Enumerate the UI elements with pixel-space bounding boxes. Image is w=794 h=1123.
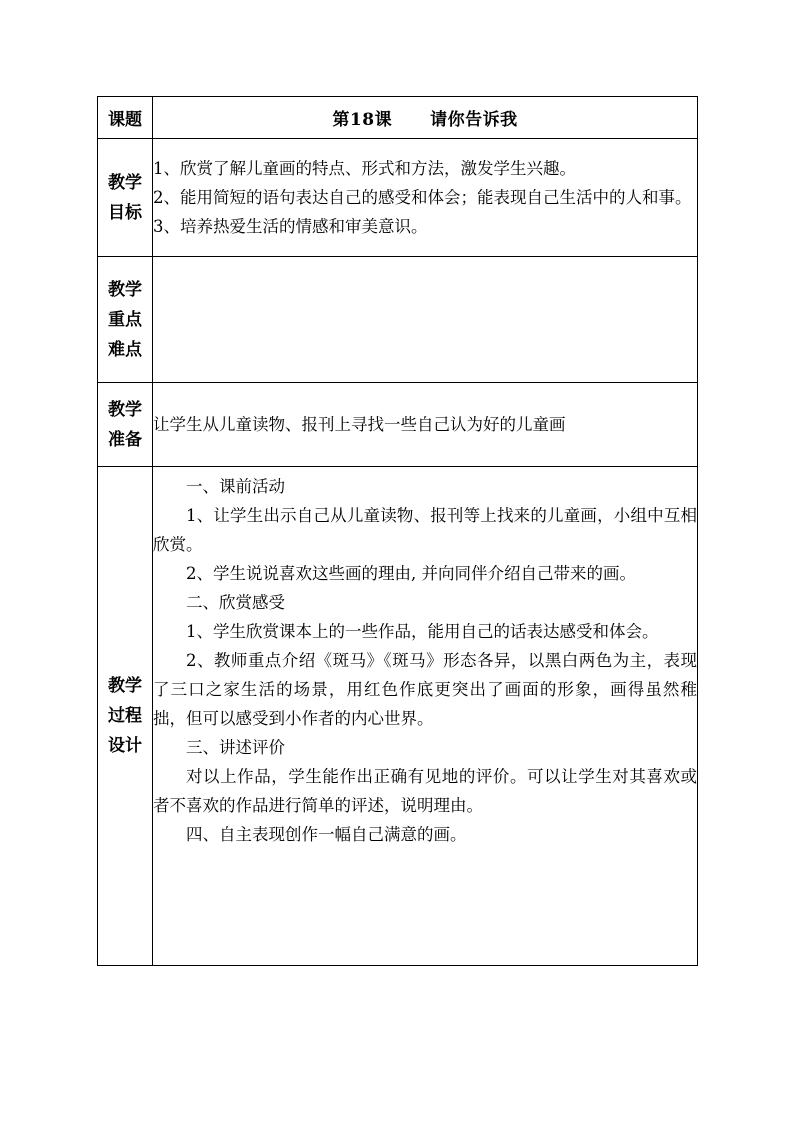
preparation-content: 让学生从儿童读物、报刊上寻找一些自己认为好的儿童画 [153, 383, 698, 467]
process-paragraph: 对以上作品，学生能作出正确有见地的评价。可以让学生对其喜欢或者不喜欢的作品进行简单的评述，说明理由。 [153, 767, 697, 815]
process-paragraph: 四、自主表现创作一幅自己满意的画。 [186, 825, 467, 844]
objectives-content [153, 139, 698, 257]
process-heading: 二、欣赏感受 [186, 593, 285, 612]
process-heading: 三、讲述评价 [186, 738, 285, 757]
lesson-plan-table [97, 96, 698, 966]
process-row [98, 467, 698, 966]
title-row [98, 97, 698, 139]
key-points-content [153, 257, 698, 383]
objective-item: 1、欣赏了解儿童画的特点、形式和方法，激发学生兴趣。 [153, 159, 576, 178]
lesson-number: 第18课 [332, 110, 393, 130]
preparation-row [98, 383, 698, 467]
process-heading: 一、课前活动 [186, 477, 285, 496]
lesson-title-cell [153, 97, 698, 139]
key-points-row [98, 257, 698, 383]
process-paragraph: 2、学生说说喜欢这些画的理由, 并向同伴介绍自己带来的画。 [186, 564, 636, 583]
objective-item: 3、培养热爱生活的情感和审美意识。 [153, 217, 428, 236]
process-paragraph: 1、让学生出示自己从儿童读物、报刊等上找来的儿童画，小组中互相欣赏。 [153, 506, 697, 554]
process-paragraph: 1、学生欣赏课本上的一些作品，能用自己的话表达感受和体会。 [186, 622, 659, 641]
objectives-row [98, 139, 698, 257]
process-label: 教学 过程 设计 [98, 467, 153, 966]
process-content [153, 467, 698, 966]
preparation-label: 教学 准备 [98, 383, 153, 467]
process-paragraph: 2、教师重点介绍《斑马》《斑马》形态各异，以黑白两色为主，表现了三口之家生活的场景，用红色作底更突出了画面的形象，画得虽然稚拙，但可以感受到小作者的内心世界。 [153, 651, 697, 728]
lesson-title: 请你告诉我 [430, 110, 518, 130]
objective-item: 2、能用简短的语句表达自己的感受和体会；能表现自己生活中的人和事。 [153, 188, 692, 207]
topic-label: 课题 [98, 97, 153, 139]
key-points-label: 教学 重点 难点 [98, 257, 153, 383]
objectives-label: 教学 目标 [98, 139, 153, 257]
